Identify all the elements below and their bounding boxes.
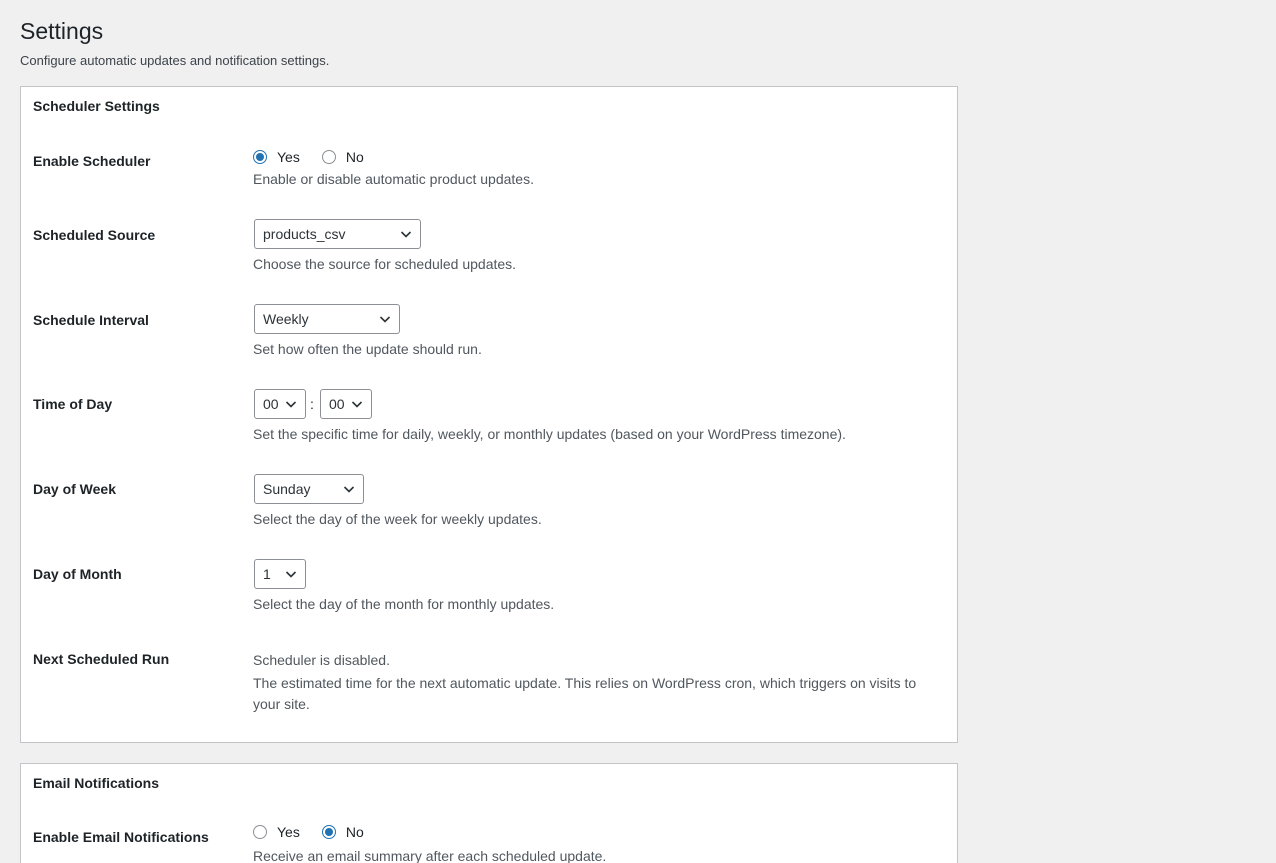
enable-email-description: Receive an email summary after each scheduled update.: [253, 848, 607, 863]
scheduled-source-value: products_csv: [263, 226, 346, 242]
enable-email-yes-option[interactable]: [253, 823, 300, 841]
enable-email-yes-radio[interactable]: [253, 825, 267, 839]
enable-scheduler-yes-label: Yes: [277, 149, 300, 165]
enable-scheduler-no-option[interactable]: [322, 148, 364, 166]
time-separator: :: [310, 396, 314, 412]
enable-scheduler-yes-option[interactable]: [253, 148, 300, 166]
chevron-down-icon: [379, 314, 391, 324]
schedule-interval-description: Set how often the update should run.: [253, 341, 482, 357]
day-of-month-description: Select the day of the month for monthly updates.: [253, 596, 555, 612]
enable-scheduler-label: Enable Scheduler: [33, 153, 151, 169]
enable-email-no-option[interactable]: [322, 823, 364, 841]
day-of-week-select[interactable]: [254, 474, 364, 504]
chevron-down-icon: [351, 399, 363, 409]
chevron-down-icon: [285, 569, 297, 579]
chevron-down-icon: [285, 399, 297, 409]
schedule-interval-label: Schedule Interval: [33, 312, 149, 328]
page-title: Settings: [20, 18, 104, 44]
day-of-week-label: Day of Week: [33, 481, 116, 497]
time-of-day-label: Time of Day: [33, 396, 113, 412]
schedule-interval-select[interactable]: [254, 304, 400, 334]
enable-scheduler-yes-radio[interactable]: [253, 150, 267, 164]
scheduler-settings-panel: [20, 86, 958, 743]
enable-email-no-label: No: [345, 824, 364, 840]
enable-scheduler-description: Enable or disable automatic product updates.: [253, 171, 534, 187]
enable-email-no-radio[interactable]: [322, 825, 336, 839]
next-scheduled-run-value: Scheduler is disabled.: [253, 652, 390, 668]
time-minute-value: 00: [329, 396, 345, 412]
day-of-week-description: Select the day of the week for weekly updates.: [253, 511, 542, 527]
enable-scheduler-no-label: No: [345, 149, 364, 165]
email-notifications-title: Email Notifications: [33, 775, 160, 791]
enable-scheduler-radio-group: [253, 147, 386, 167]
page-description: Configure automatic updates and notification settings.: [20, 53, 330, 68]
day-of-month-label: Day of Month: [33, 566, 122, 582]
enable-email-radio-group: [253, 822, 386, 842]
enable-email-label: Enable Email Notifications: [33, 829, 209, 845]
chevron-down-icon: [400, 229, 412, 239]
scheduled-source-label: Scheduled Source: [33, 227, 156, 243]
day-of-week-value: Sunday: [263, 481, 311, 497]
day-of-month-value: 1: [263, 566, 271, 582]
enable-scheduler-no-radio[interactable]: [322, 150, 336, 164]
scheduler-settings-title: Scheduler Settings: [33, 98, 160, 114]
chevron-down-icon: [343, 484, 355, 494]
next-scheduled-run-description: The estimated time for the next automatic update. This relies on WordPress cron, which triggers on visits to your site.: [253, 675, 917, 712]
next-scheduled-run-label: Next Scheduled Run: [33, 651, 170, 667]
time-hour-value: 00: [263, 396, 279, 412]
time-hour-select[interactable]: [254, 389, 306, 419]
schedule-interval-value: Weekly: [263, 311, 309, 327]
email-notifications-panel: [20, 763, 958, 863]
time-minute-select[interactable]: [320, 389, 372, 419]
time-of-day-description: Set the specific time for daily, weekly, or monthly updates (based on your WordPress timezone).: [253, 426, 846, 442]
enable-email-yes-label: Yes: [277, 824, 300, 840]
scheduled-source-select[interactable]: [254, 219, 421, 249]
scheduled-source-description: Choose the source for scheduled updates.: [253, 256, 517, 272]
day-of-month-select[interactable]: [254, 559, 306, 589]
